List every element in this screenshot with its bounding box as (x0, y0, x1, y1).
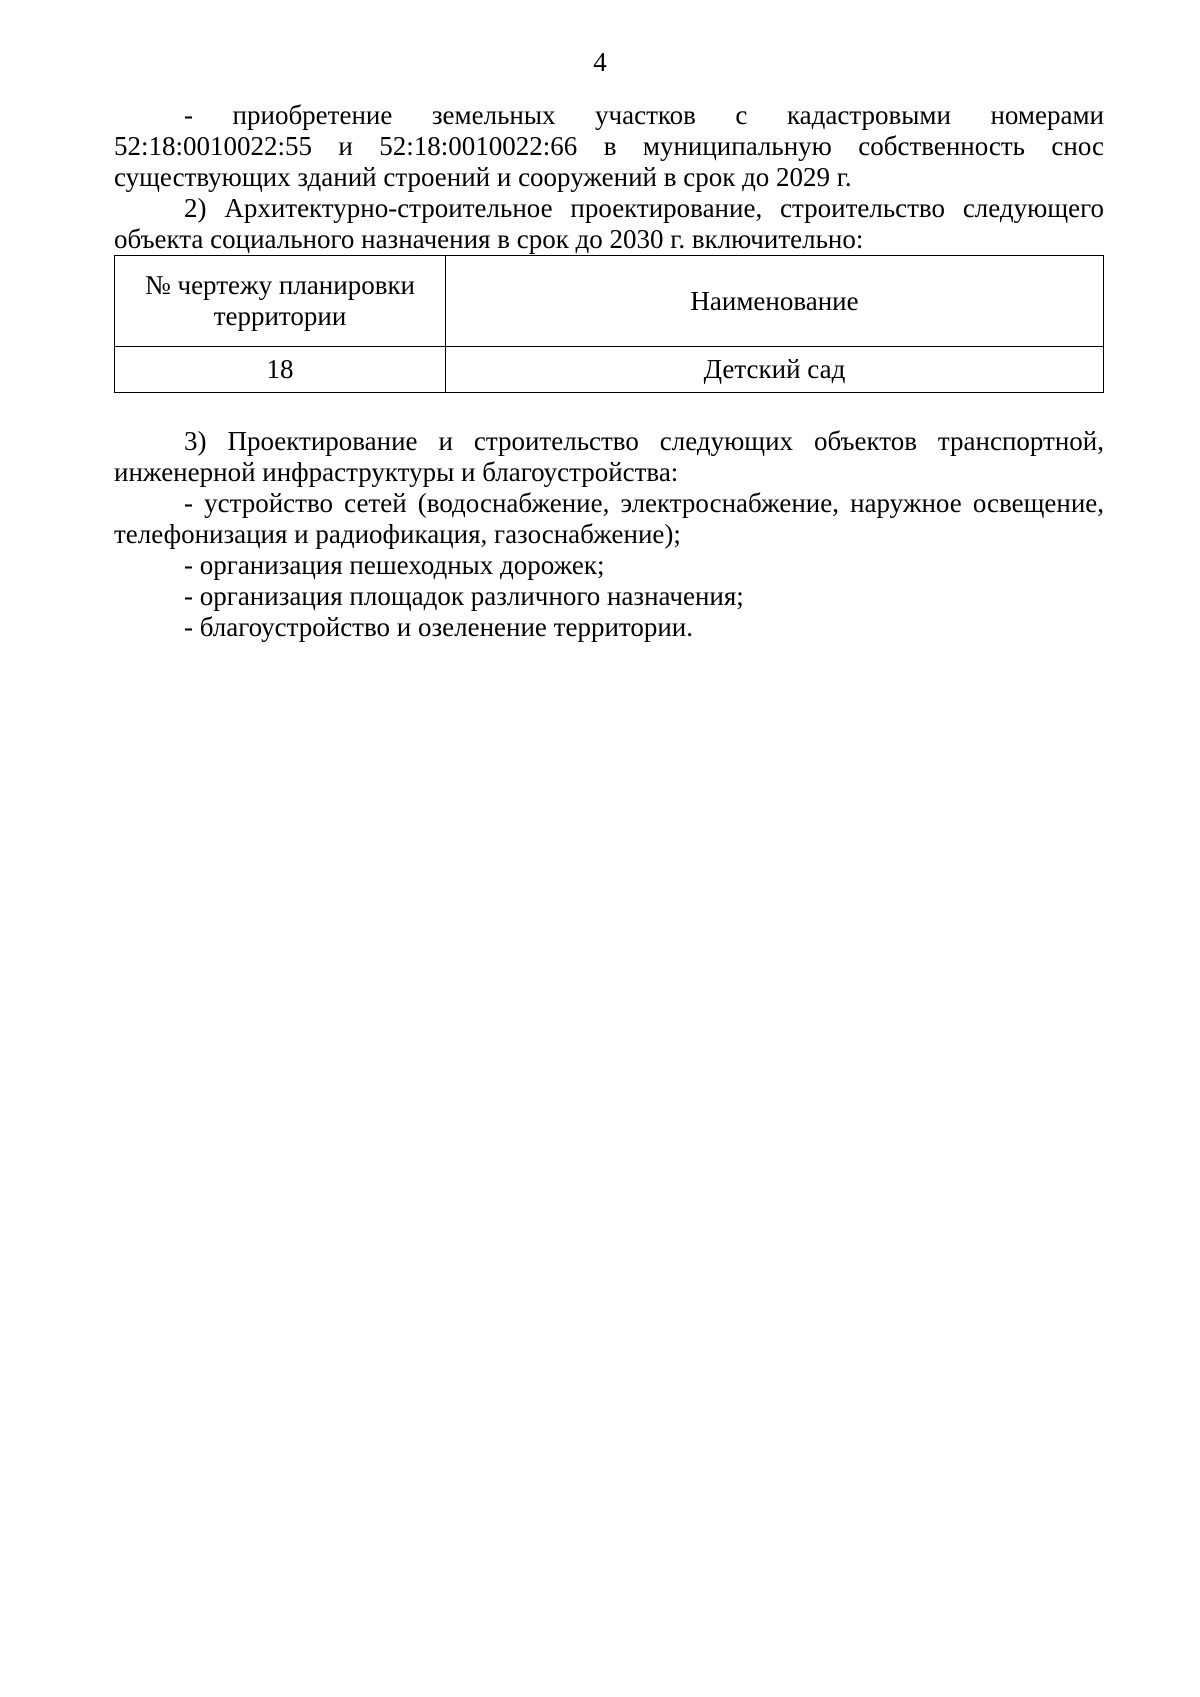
table-row (115, 347, 1104, 393)
paragraph-architectural-design: 2) Архитектурно-строительное проектирование, строительство следующего объекта социального назначения в срок до 2030 г. включительно: (114, 193, 1104, 254)
objects-table (114, 255, 1104, 393)
page-number: 4 (593, 47, 607, 77)
table-cell-drawing-number: 18 (115, 347, 446, 393)
list-item-landscaping: - благоустройство и озеленение территории. (184, 612, 693, 642)
table-header-drawing-number: № чертежу планировки территории (115, 256, 446, 347)
list-item-sites: - организация площадок различного назначения; (184, 581, 744, 611)
spacer (114, 393, 1104, 426)
list-item-networks: - устройство сетей (водоснабжение, электроснабжение, наружное освещение, телефонизация и радиофикация, газоснабжение); (114, 488, 1104, 549)
paragraph-land-acquisition: - приобретение земельных участков с кадастровыми номерами 52:18:0010022:55 и 52:18:0010022:66 в муниципальную собственность снос существующих зданий строений и сооружений в срок до 2029 г. (114, 100, 1104, 192)
table-header-name: Наименование (446, 256, 1104, 347)
document-body (114, 100, 1104, 643)
list-item-footpaths: - организация пешеходных дорожек; (184, 550, 605, 580)
table-cell-name: Детский сад (446, 347, 1104, 393)
paragraph-infrastructure-intro: 3) Проектирование и строительство следующих объектов транспортной, инженерной инфраструктуры и благоустройства: (114, 426, 1104, 487)
table-header-row (115, 256, 1104, 347)
